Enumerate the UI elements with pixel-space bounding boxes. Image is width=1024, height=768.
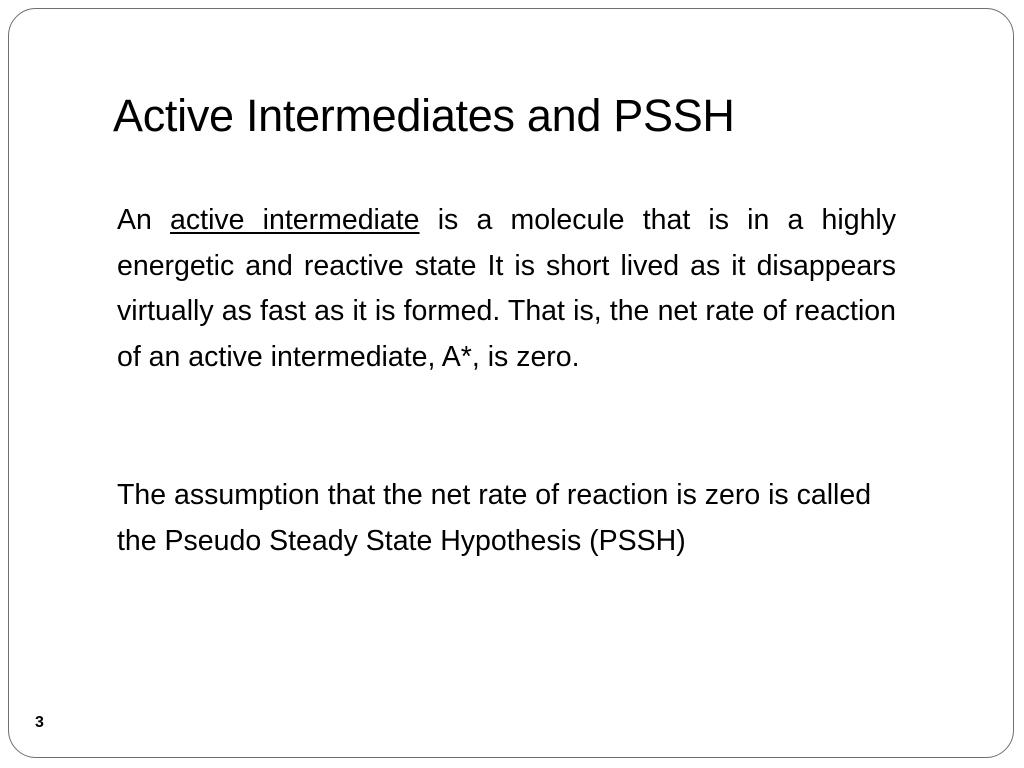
slide-title: Active Intermediates and PSSH [113,90,735,141]
paragraph-rest: is a molecule that is in a highly energetic and reactive state It is short lived as it disappears virtually as fast as it is formed. That is, the net rate of reaction of an active intermediate, A*, is zero. [117,204,897,373]
term-active-intermediate: active intermediate [170,204,420,236]
paragraph-definition [117,198,896,380]
page-number: 3 [35,714,44,731]
paragraph-lead: An [117,204,171,236]
paragraph-pssh: The assumption that the net rate of reaction is zero is called the Pseudo Steady State Hypothesis (PSSH) [117,479,872,557]
